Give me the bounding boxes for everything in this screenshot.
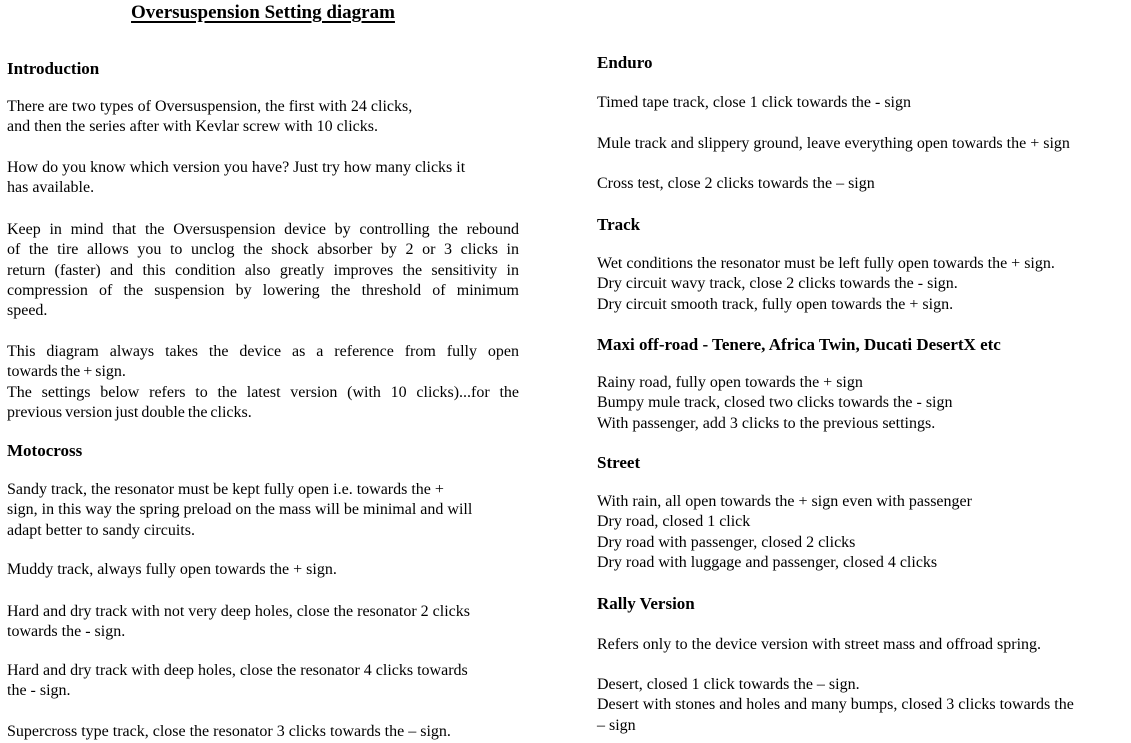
paragraph-maxi-conditions bbox=[597, 373, 1115, 434]
heading-introduction: Introduction bbox=[7, 59, 100, 78]
text-line: Mule track and slippery ground, leave everything open towards the + sign bbox=[597, 135, 1070, 152]
text-line: With passenger, add 3 clicks to the previous settings. bbox=[597, 414, 936, 432]
text-line: Cross test, close 2 clicks towards the – sign bbox=[597, 175, 875, 192]
text-line: Keep in mind that the Oversuspension device by controlling the rebound bbox=[7, 221, 519, 238]
paragraph-hard-dry-shallow-holes bbox=[7, 602, 519, 643]
text-line: Dry circuit smooth track, fully open towards the + sign. bbox=[597, 295, 954, 313]
paragraph-settings-below bbox=[7, 383, 519, 424]
text-line: – sign bbox=[597, 716, 636, 734]
text-line: return (faster) and this condition also greatly improves the sensitivity in bbox=[7, 261, 519, 279]
text-line: Hard and dry track with not very deep holes, close the resonator 2 clicks bbox=[7, 603, 470, 620]
heading-rally-version: Rally Version bbox=[597, 594, 695, 613]
text-line: of the tire allows you to unclog the shock absorber by 2 or 3 clicks in bbox=[7, 241, 519, 259]
paragraph-sandy-track bbox=[7, 480, 519, 541]
text-line: sign, in this way the spring preload on the mass will be minimal and will bbox=[7, 501, 473, 519]
text-line: the - sign. bbox=[7, 682, 71, 700]
paragraph-hard-dry-deep-holes bbox=[7, 661, 519, 702]
heading-maxi-offroad: Maxi off-road - Tenere, Africa Twin, Ducati DesertX etc bbox=[597, 335, 1001, 354]
paragraph-timed-tape bbox=[597, 93, 1115, 113]
paragraph-rally-refers bbox=[597, 635, 1115, 655]
text-line: Timed tape track, close 1 click towards the - sign bbox=[597, 94, 911, 111]
text-line: towards the + sign. bbox=[7, 363, 126, 381]
text-line: Dry road with luggage and passenger, closed 4 clicks bbox=[597, 553, 938, 571]
text-line: has available. bbox=[7, 179, 95, 197]
text-line: and then the series after with Kevlar screw with 10 clicks. bbox=[7, 118, 378, 136]
text-line: Hard and dry track with deep holes, close the resonator 4 clicks towards bbox=[7, 662, 468, 679]
heading-street: Street bbox=[597, 453, 641, 472]
paragraph-which-version bbox=[7, 158, 519, 199]
text-line: towards the - sign. bbox=[7, 623, 126, 641]
text-line: Dry road with passenger, closed 2 clicks bbox=[597, 533, 856, 551]
text-line: previous version just double the clicks. bbox=[7, 404, 252, 422]
heading-track: Track bbox=[597, 215, 641, 234]
text-line: Supercross type track, close the resonator 3 clicks towards the – sign. bbox=[7, 723, 451, 740]
text-line: speed. bbox=[7, 302, 48, 320]
text-line: Sandy track, the resonator must be kept fully open i.e. towards the + bbox=[7, 481, 444, 498]
paragraph-diagram-reference bbox=[7, 342, 519, 383]
text-line: Muddy track, always fully open towards the + sign. bbox=[7, 561, 337, 578]
text-line: Wet conditions the resonator must be left fully open towards the + sign. bbox=[597, 255, 1055, 272]
paragraph-street-conditions bbox=[597, 492, 1115, 573]
text-line: With rain, all open towards the + sign even with passenger bbox=[597, 493, 972, 510]
text-line: Rainy road, fully open towards the + sign bbox=[597, 374, 863, 391]
text-line: Desert with stones and holes and many bumps, closed 3 clicks towards the bbox=[597, 696, 1074, 714]
text-line: adapt better to sandy circuits. bbox=[7, 521, 195, 539]
page-title: Oversuspension Setting diagram bbox=[131, 2, 395, 23]
paragraph-muddy-track bbox=[7, 560, 519, 580]
heading-enduro: Enduro bbox=[597, 53, 653, 72]
text-line: Desert, closed 1 click towards the – sign. bbox=[597, 676, 860, 693]
paragraph-track-conditions bbox=[597, 254, 1115, 315]
paragraph-rally-desert bbox=[597, 675, 1115, 736]
text-line: Dry circuit wavy track, close 2 clicks towards the - sign. bbox=[597, 275, 958, 293]
text-line: compression of the suspension by lowering the threshold of minimum bbox=[7, 281, 519, 299]
heading-motocross: Motocross bbox=[7, 441, 83, 460]
paragraph-mule-track bbox=[597, 134, 1115, 154]
text-line: The settings below refers to the latest version (with 10 clicks)...for the bbox=[7, 384, 519, 401]
text-line: How do you know which version you have? Just try how many clicks it bbox=[7, 159, 466, 176]
paragraph-supercross bbox=[7, 722, 519, 742]
paragraph-keep-in-mind bbox=[7, 220, 519, 321]
text-line: There are two types of Oversuspension, the first with 24 clicks, bbox=[7, 98, 413, 115]
text-line: Dry road, closed 1 click bbox=[597, 513, 751, 531]
paragraph-cross-test bbox=[597, 174, 1115, 194]
text-line: This diagram always takes the device as a reference from fully open bbox=[7, 343, 519, 360]
text-line: Refers only to the device version with street mass and offroad spring. bbox=[597, 636, 1042, 653]
text-line: Bumpy mule track, closed two clicks towards the - sign bbox=[597, 394, 953, 412]
paragraph-two-types bbox=[7, 97, 519, 138]
